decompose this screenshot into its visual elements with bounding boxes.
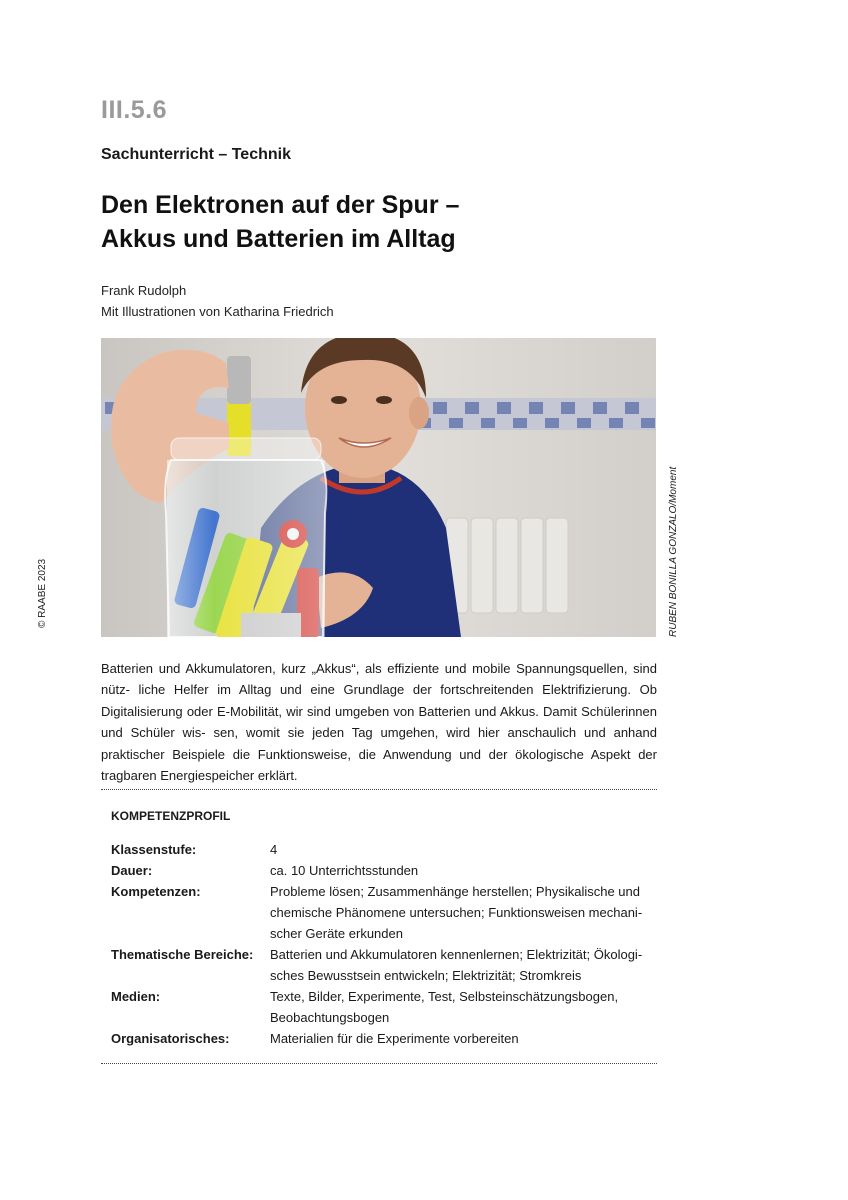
title-line-2: Akkus und Batterien im Alltag <box>101 225 456 253</box>
boy-eye-left <box>331 396 347 404</box>
row-value: Probleme lösen; Zusammenhänge herstellen; Physikalische und chemische Phänomene untersuchen; Funktionsweisen mechani- scher Geräte erkunden <box>270 884 643 941</box>
boy-eye-right <box>376 396 392 404</box>
table-row <box>111 1028 651 1049</box>
dotted-divider-bottom <box>101 1063 657 1064</box>
held-battery-cap <box>227 356 251 404</box>
competence-profile-table <box>111 839 651 1049</box>
cover-photo <box>101 338 656 637</box>
row-value: Batterien und Akkumulatoren kennenlernen; Elektrizität; Ökologi- sches Bewusstsein entwickeln; Elektrizität; Stromkreis <box>270 947 643 983</box>
dotted-divider-top <box>101 789 657 790</box>
row-label: Thematische Bereiche: <box>111 947 254 962</box>
row-value: 4 <box>270 842 278 857</box>
illustrator-credit: Mit Illustrationen von Katharina Friedrich <box>101 304 334 319</box>
intro-paragraph <box>101 658 657 786</box>
row-value: ca. 10 Unterrichtsstunden <box>270 863 419 878</box>
boy-ear <box>409 397 429 429</box>
table-row <box>111 860 651 881</box>
intro-line: Batterien und Akkumulatoren, kurz „Akkus“, als effiziente und mobile Spannungsquellen, sind nütz- <box>101 661 657 698</box>
table-row <box>111 986 651 1028</box>
radiator <box>446 518 568 613</box>
author-name: Frank Rudolph <box>101 283 187 298</box>
subject-heading: Sachunterricht – Technik <box>101 146 291 163</box>
jar-lid <box>171 438 321 460</box>
intro-line: liche Helfer im Alltag und eine Grundlage der fortschreitenden Elektrifizierung. Ob Digitalisierung <box>101 682 657 719</box>
table-row <box>111 839 651 860</box>
intro-line: sen, womit sie jeden Tag umgehen, wird hier anschaulich und anhand praktischer Beispiele die <box>101 725 657 762</box>
row-label: Klassenstufe: <box>111 842 197 857</box>
row-label: Organisatorisches: <box>111 1031 230 1046</box>
intro-line: Funktionsweise, die Anwendung und der ökologische Aspekt der tragbaren Energiespeicher erklärt. <box>101 746 657 784</box>
title-line-1: Den Elektronen auf der Spur – <box>101 191 460 219</box>
row-label: Medien: <box>111 989 161 1004</box>
row-value: Texte, Bilder, Experimente, Test, Selbsteinschätzungsbogen, Beobachtungsbogen <box>270 989 619 1025</box>
section-number: III.5.6 <box>101 96 168 124</box>
jar-glass-shine <box>167 460 325 637</box>
page-title <box>101 188 459 256</box>
table-row <box>111 944 651 986</box>
copyright-notice: © RAABE 2023 <box>37 558 48 628</box>
row-value: Materialien für die Experimente vorbereiten <box>270 1031 519 1046</box>
row-label: Dauer: <box>111 863 153 878</box>
photo-credit: RUBEN BONILLA GONZALO/Moment <box>668 466 679 637</box>
row-label: Kompetenzen: <box>111 884 201 899</box>
author-block <box>101 280 334 322</box>
cover-photo-illustration <box>101 338 656 637</box>
table-row <box>111 881 651 944</box>
competence-profile-heading: KOMPETENZPROFIL <box>111 809 231 823</box>
intro-line: oder E-Mobilität, wir sind umgeben von Batterien und Akkus. Damit Schülerinnen und Schüler wis- <box>101 703 657 741</box>
